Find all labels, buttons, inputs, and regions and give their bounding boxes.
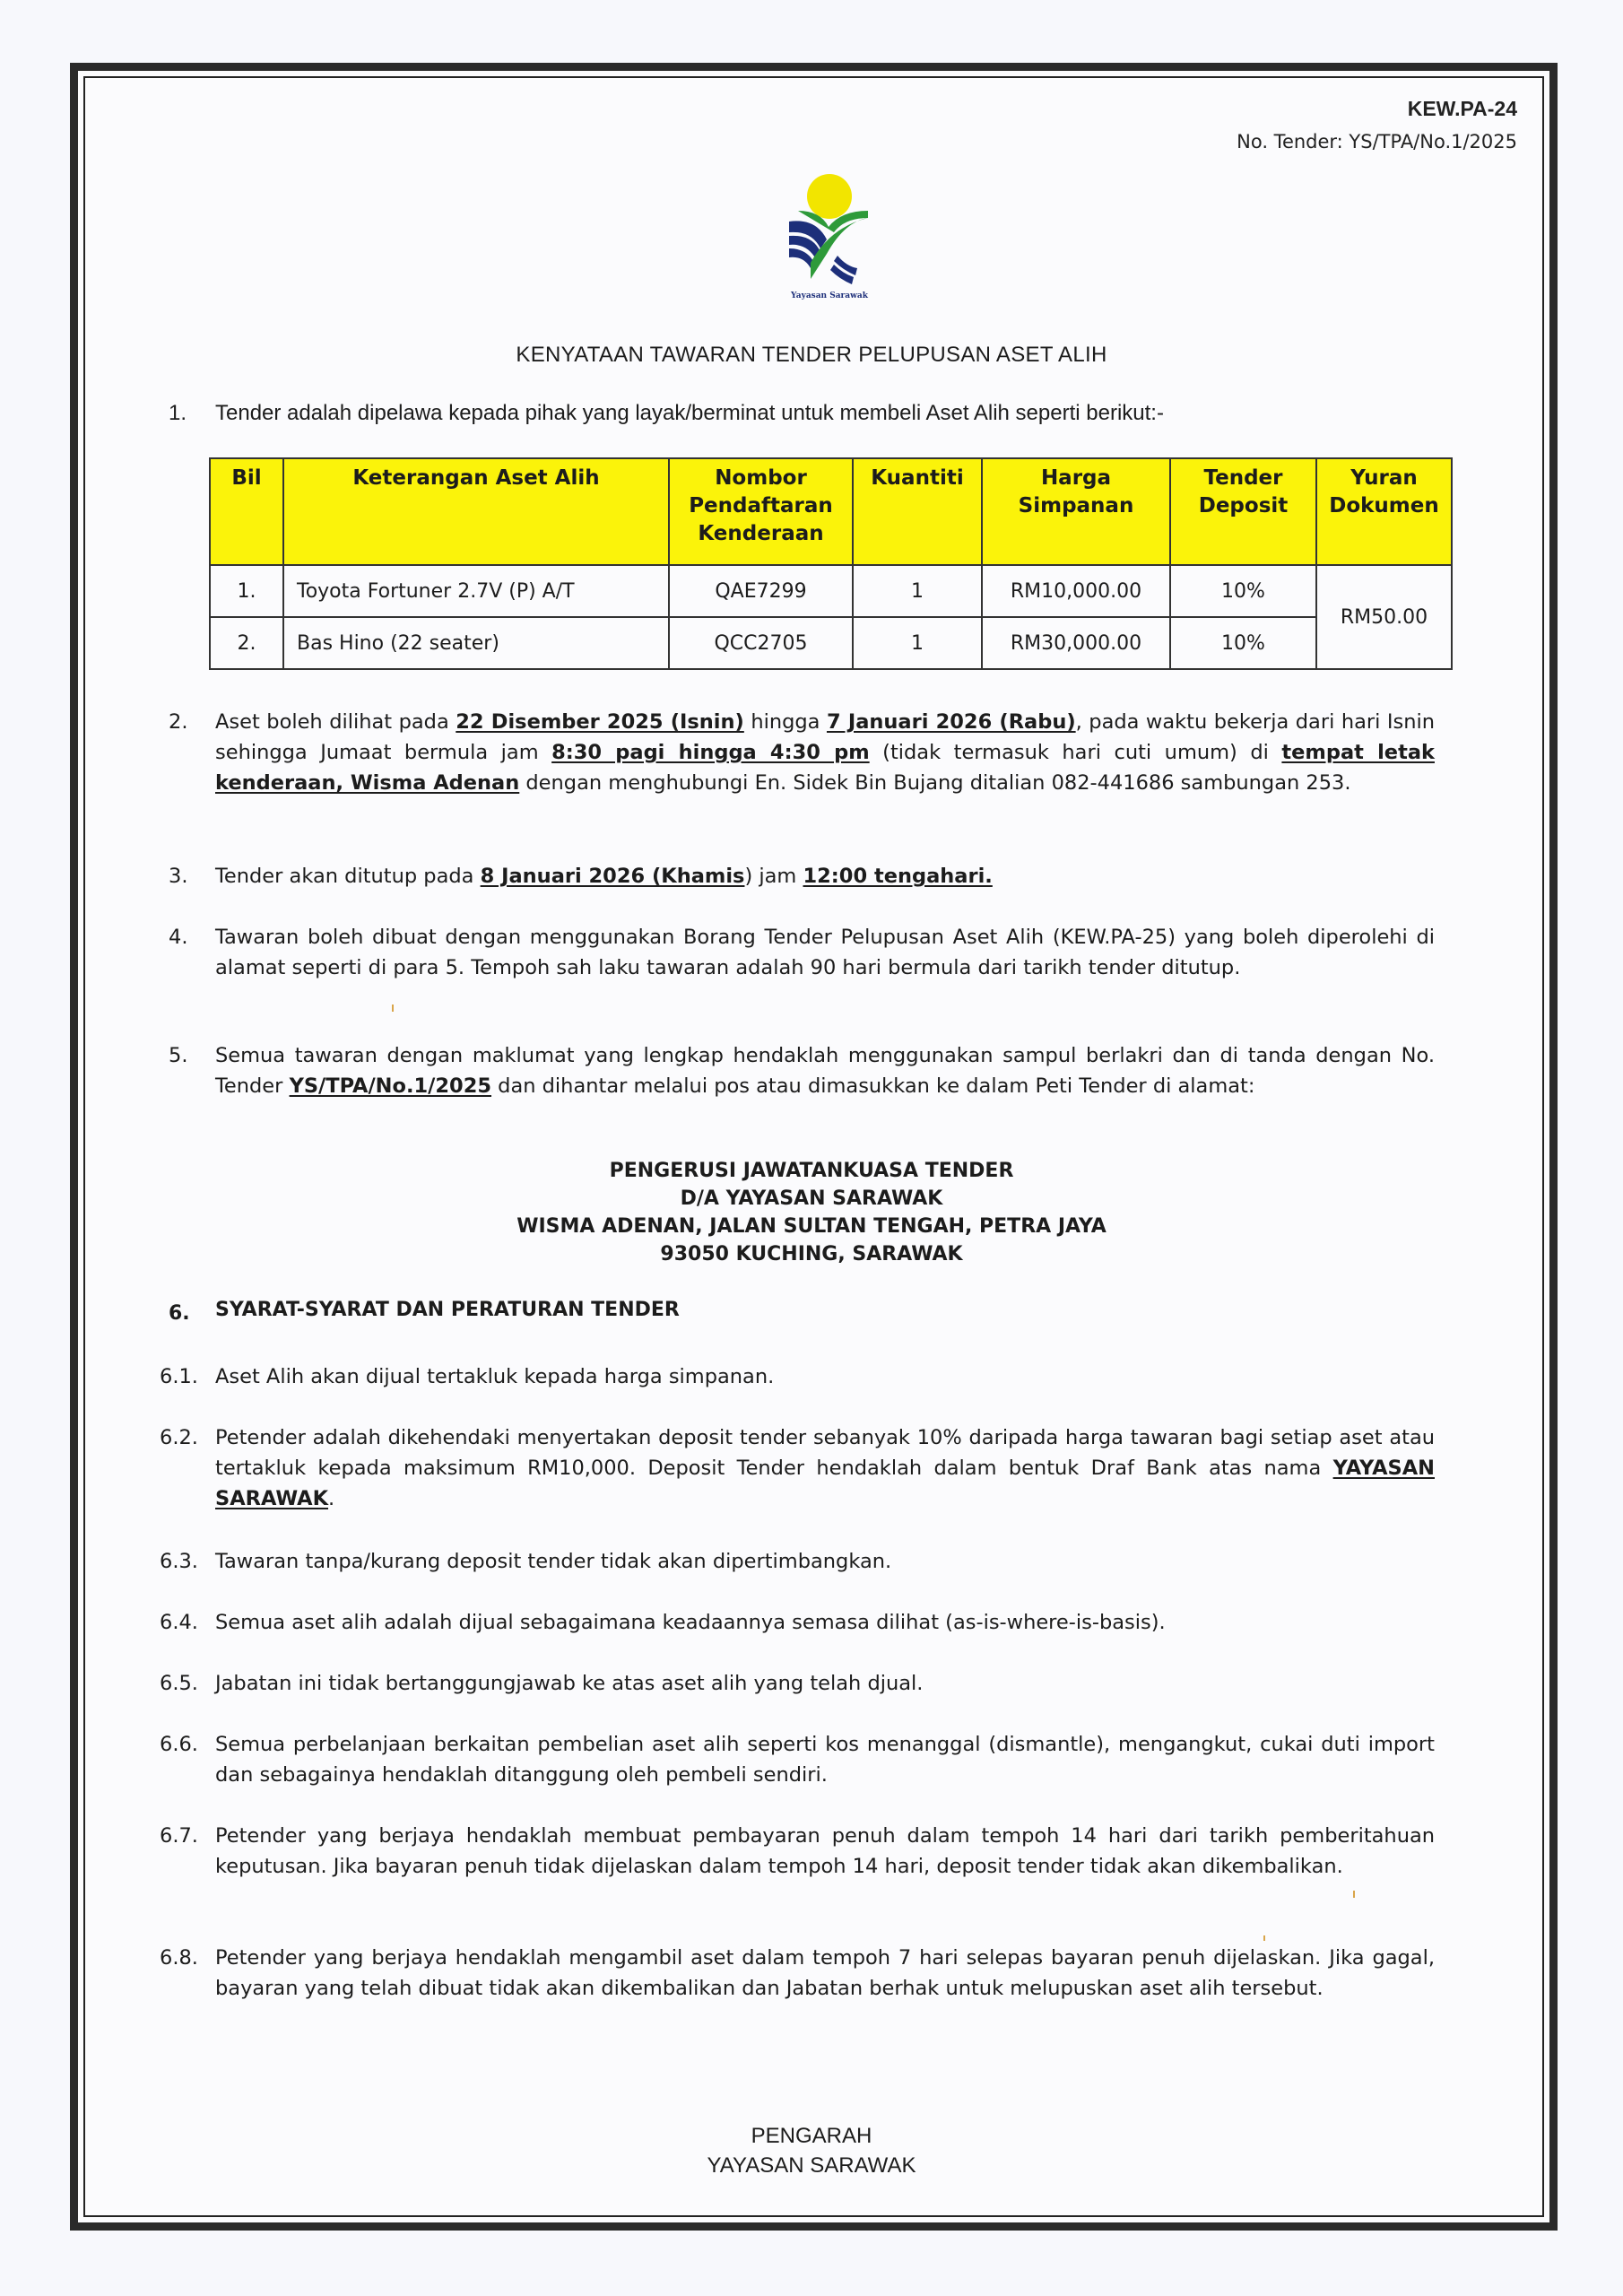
signature-block [0, 2121, 1623, 2180]
cell-kuantiti: 1 [853, 565, 982, 617]
header-harga-line2: Simpanan [1018, 494, 1134, 517]
item-6-7-text: Petender yang berjaya hendaklah membuat pembayaran penuh dalam tempoh 14 hari dari tarikh pemberitahuan keputusan. Jika bayaran penuh tidak dijelaskan dalam tempoh 14 hari, deposit tender tidak akan dikembalikan. [215, 1824, 1435, 1878]
item-6-2-text [215, 1422, 1435, 1514]
cell-nombor: QAE7299 [669, 565, 853, 617]
para-4-number: 4. [169, 926, 188, 949]
item-6-4-text: Semua aset alih adalah dijual sebagaimana keadaannya semasa dilihat (as-is-where-is-basis). [215, 1611, 1166, 1634]
scan-speck [1263, 1935, 1265, 1941]
para-1-number: 1. [169, 401, 187, 425]
text-run: Petender adalah dikehendaki menyertakan deposit tender sebanyak 10% daripada harga tawaran bagi setiap aset atau tertakluk kepada maksimum RM10,000. Deposit Tender hendaklah dalam bentuk Draf Bank atas nama [215, 1426, 1435, 1480]
text-run: hingga [743, 710, 827, 734]
table-row [210, 617, 1452, 669]
para-4-text: Tawaran boleh dibuat dengan menggunakan Borang Tender Pelupusan Aset Alih (KEW.PA-25) yang boleh diperolehi di alamat seperti di para 5. Tempoh sah laku tawaran adalah 90 hari bermula dari tarikh tender ditutup. [215, 926, 1435, 979]
para-1-text: Tender adalah dipelawa kepada pihak yang layak/berminat untuk membeli Aset Alih seperti berikut:- [215, 401, 1164, 425]
form-code: KEW.PA-24 [1407, 97, 1517, 120]
text-run: Aset boleh dilihat pada [215, 710, 456, 734]
header-deposit-line1: Tender [1203, 466, 1283, 490]
text-run: . [328, 1487, 335, 1510]
header-deposit-line2: Deposit [1198, 494, 1289, 517]
tender-number: No. Tender: YS/TPA/No.1/2025 [1237, 131, 1517, 152]
scan-speck [1353, 1891, 1355, 1898]
table-row [210, 565, 1452, 617]
para-3-text [215, 861, 1435, 891]
para-2-number: 2. [169, 710, 188, 734]
text-run: (tidak termasuk hari cuti umum) di [869, 741, 1282, 764]
item-6-3-text: Tawaran tanpa/kurang deposit tender tidak akan dipertimbangkan. [215, 1550, 892, 1573]
document-title: KENYATAAN TAWARAN TENDER PELUPUSAN ASET ALIH [516, 343, 1107, 367]
asset-table-header [210, 458, 1452, 565]
cell-nombor: QCC2705 [669, 617, 853, 669]
address-line-4: 93050 KUCHING, SARAWAK [660, 1243, 963, 1265]
header-nombor-pendaftaran [669, 458, 853, 565]
address-line-3: WISMA ADENAN, JALAN SULTAN TENGAH, PETRA JAYA [516, 1215, 1107, 1238]
viewing-hours: 8:30 pagi hingga 4:30 pm [551, 741, 870, 764]
item-6-6-number: 6.6. [160, 1733, 198, 1756]
cell-harga: RM10,000.00 [982, 565, 1170, 617]
signatory-title: PENGARAH [751, 2124, 872, 2148]
closing-time: 12:00 tengahari. [803, 865, 993, 888]
header-yuran-line1: Yuran [1350, 466, 1418, 490]
logo-caption: Yayasan Sarawak [791, 291, 868, 300]
cell-deposit: 10% [1170, 565, 1316, 617]
scan-speck [392, 1004, 394, 1012]
text-run: , pada waktu bekerja dari hari Isnin sehingga Jumaat bermula jam [215, 710, 1436, 764]
text-run: Tender akan ditutup pada [215, 865, 481, 888]
payee-name: YAYASAN SARAWAK [215, 1457, 1435, 1510]
para-5-text [215, 1040, 1435, 1101]
cell-bil: 1. [210, 565, 283, 617]
header-harga-line1: Harga [1040, 466, 1112, 490]
cell-keterangan: Bas Hino (22 seater) [283, 617, 669, 669]
section-6-heading: SYARAT-SYARAT DAN PERATURAN TENDER [215, 1299, 680, 1321]
item-6-5-text: Jabatan ini tidak bertanggungjawab ke atas aset alih yang telah djual. [215, 1672, 924, 1695]
asset-table [209, 457, 1453, 670]
cell-harga: RM30,000.00 [982, 617, 1170, 669]
item-6-1-text: Aset Alih akan dijual tertakluk kepada harga simpanan. [215, 1365, 775, 1388]
header-yuran-line2: Dokumen [1329, 494, 1439, 517]
item-6-8-text: Petender yang berjaya hendaklah mengambil aset dalam tempoh 7 hari selepas bayaran penuh dijelaskan. Jika gagal, bayaran yang telah dibuat tidak akan dikembalikan dan Jabatan berhak untuk melupuskan aset alih tersebut. [215, 1946, 1435, 2000]
viewing-start-date: 22 Disember 2025 (Isnin) [456, 710, 744, 734]
item-6-6-text: Semua perbelanjaan berkaitan pembelian aset alih seperti kos menanggal (dismantle), mengangkut, cukai duti import dan sebagainya hendaklah ditanggung oleh pembeli sendiri. [215, 1733, 1435, 1787]
header-tender-deposit [1170, 458, 1316, 565]
header-harga-simpanan [982, 458, 1170, 565]
text-run: ) jam [744, 865, 803, 888]
cell-bil: 2. [210, 617, 283, 669]
header-keterangan: Keterangan Aset Alih [283, 458, 669, 565]
item-6-8-number: 6.8. [160, 1946, 198, 1970]
closing-date: 8 Januari 2026 (Khamis [480, 865, 745, 888]
tender-reference: YS/TPA/No.1/2025 [289, 1074, 492, 1098]
header-nombor-line3: Kenderaan [698, 522, 824, 545]
cell-yuran-dokumen: RM50.00 [1316, 565, 1452, 669]
item-6-4-number: 6.4. [160, 1611, 198, 1634]
section-6-number: 6. [169, 1302, 190, 1325]
item-6-7-number: 6.7. [160, 1824, 198, 1848]
header-kuantiti: Kuantiti [853, 458, 982, 565]
header-nombor-line2: Pendaftaran [689, 494, 833, 517]
item-6-3-number: 6.3. [160, 1550, 198, 1573]
item-6-5-number: 6.5. [160, 1672, 198, 1695]
text-run: Semua tawaran dengan maklumat yang lengkap hendaklah menggunakan sampul berlakri dan di tanda dengan No. Tender [215, 1044, 1435, 1098]
cell-kuantiti: 1 [853, 617, 982, 669]
item-6-2-number: 6.2. [160, 1426, 198, 1449]
header-nombor-line1: Nombor [715, 466, 807, 490]
para-3-number: 3. [169, 865, 188, 888]
logo-emblem-icon [771, 166, 888, 291]
document-border-frame [70, 63, 1558, 2231]
para-5-number: 5. [169, 1044, 188, 1067]
yayasan-sarawak-logo [771, 166, 888, 309]
submission-address [0, 1157, 1623, 1268]
text-run: dan dihantar melalui pos atau dimasukkan ke dalam Peti Tender di alamat: [491, 1074, 1255, 1098]
cell-keterangan: Toyota Fortuner 2.7V (P) A/T [283, 565, 669, 617]
text-run: dengan menghubungi En. Sidek Bin Bujang ditalian 082-441686 sambungan 253. [519, 771, 1351, 795]
header-bil: Bil [210, 458, 283, 565]
address-line-1: PENGERUSI JAWATANKUASA TENDER [609, 1160, 1014, 1182]
cell-deposit: 10% [1170, 617, 1316, 669]
viewing-location: tempat letak kenderaan, Wisma Adenan [215, 741, 1435, 795]
item-6-1-number: 6.1. [160, 1365, 198, 1388]
viewing-end-date: 7 Januari 2026 (Rabu) [826, 710, 1076, 734]
address-line-2: D/A YAYASAN SARAWAK [680, 1187, 943, 1210]
header-yuran-dokumen [1316, 458, 1452, 565]
para-2-text [215, 707, 1435, 798]
signatory-organization: YAYASAN SARAWAK [707, 2153, 916, 2178]
